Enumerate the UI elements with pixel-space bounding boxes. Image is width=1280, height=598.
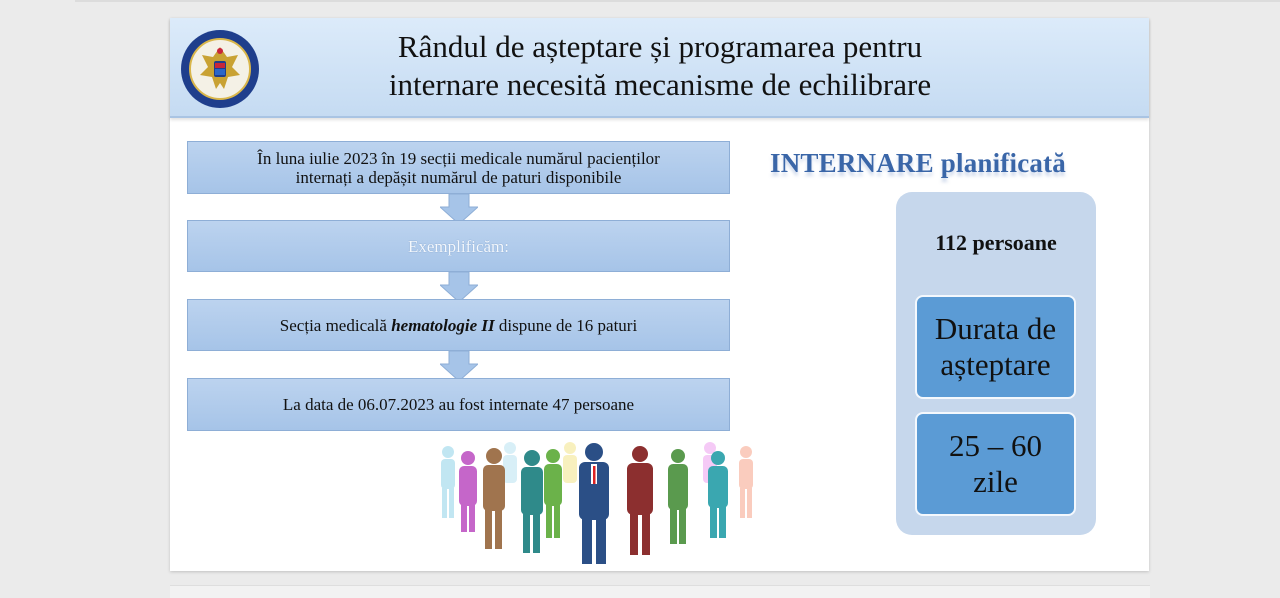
flow-box-admitted [187, 378, 730, 431]
flow-box-3-emphasis: hematologie II [391, 315, 495, 335]
flow-box-july-2023 [187, 141, 730, 194]
slide-title [315, 28, 1005, 104]
presentation-slide [170, 18, 1149, 571]
waiting-info-panel [896, 192, 1096, 535]
tile-2-line-1: 25 – 60 [949, 428, 1042, 463]
flow-box-3-post: dispune de 16 paturi [494, 315, 638, 335]
flow-box-example [187, 220, 730, 272]
flow-box-3-pre: Secția medicală [279, 315, 392, 335]
flow-box-hematology [187, 299, 730, 351]
down-arrow-icon [440, 351, 478, 381]
tile-1-line-2: așteptare [940, 347, 1051, 382]
next-slide-edge [170, 585, 1150, 598]
people-crowd-icon [428, 438, 768, 568]
top-divider [75, 0, 1280, 2]
down-arrow-icon [440, 272, 478, 302]
persons-count: 112 persoane [935, 230, 1057, 255]
title-line-1: Rândul de așteptare și programarea pentru [397, 29, 923, 64]
tile-2-line-2: zile [973, 464, 1018, 499]
flow-box-1-line-1: În luna iulie 2023 în 19 secții medicale numărul pacienților [257, 148, 660, 168]
flow-box-4-text: La data de 06.07.2023 au fost internate 47 persoane [282, 395, 635, 414]
waiting-duration-tile [915, 295, 1076, 399]
tile-1-line-1: Durata de [934, 311, 1057, 346]
planned-admission-heading: INTERNARE planificată [770, 148, 1066, 178]
flow-box-2-text: Exemplificăm: [407, 236, 510, 256]
waiting-days-tile [915, 412, 1076, 516]
title-line-2: internare necesită mecanisme de echilibrare [388, 67, 932, 102]
court-of-accounts-emblem-icon [180, 29, 260, 109]
slide-header [170, 18, 1149, 118]
flow-box-1-line-2: internați a depășit numărul de paturi disponibile [295, 167, 622, 187]
